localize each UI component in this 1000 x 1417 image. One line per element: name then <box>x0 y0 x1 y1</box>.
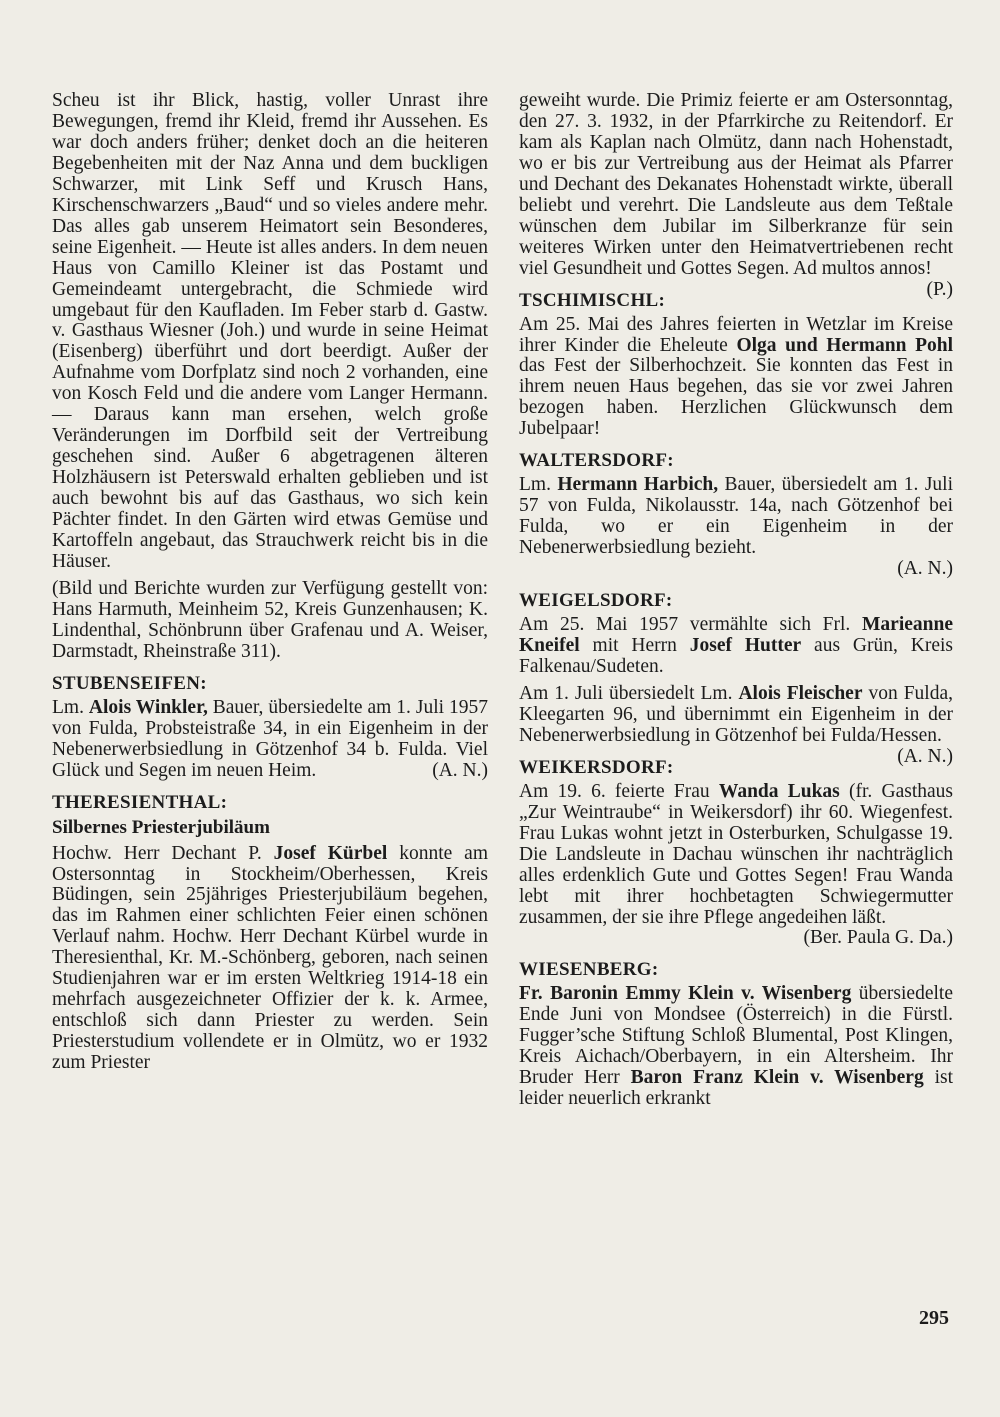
stubenseifen-paragraph: Lm. Alois Winkler, Bauer, übersiedelte am 1. Juli 1957 von Fulda, Probsteistraße 34, in ein Eigenheim in der Nebenerwerbsiedlung in Götzenhof 34 b. Fulda. Viel Glück und Segen im neuen Heim. (A. N.) <box>52 696 488 781</box>
section-heading-weikersdorf: WEIKERSDORF: <box>519 756 674 778</box>
tschimischl-paragraph: Am 25. Mai des Jahres feierten in Wetzlar im Kreise ihrer Kinder die Eheleute Olga und Hermann Pohl das Fest der Silberhochzeit. Sie konnten das Fest in ihrem neuen Haus begehen, das sie vor zwei Jahren bezogen haben. Herzlichen Glückwunsch dem Jubelpaar! <box>519 313 953 440</box>
person-name: Fr. Baronin Emmy Klein v. Wisenberg <box>519 983 852 1005</box>
person-name: Baron Franz Klein v. Wisenberg <box>630 1067 924 1089</box>
weigelsdorf-paragraph-1: Am 25. Mai 1957 vermählte sich Frl. Marieanne Kneifel mit Herrn Josef Hutter aus Grün, Kreis Falkenau/Sudeten. <box>519 614 953 677</box>
section-heading-weigelsdorf: WEIGELSDORF: <box>519 590 673 612</box>
signature: (A. N.) <box>897 558 953 580</box>
theresienthal-paragraph: Hochw. Herr Dechant P. Josef Kürbel konnte am Ostersonntag in Stockheim/Oberhessen, Kreis Büdingen, sein 25jähriges Priesterjubiläum begehen, das im Rahmen einer schlichten Feier einen schönen Verlauf nahm. Hochw. Herr Dechant Kürbel wurde in Theresienthal, Kr. M.-Schönberg, geboren, nach seinen Studienjahren war er im ersten Weltkrieg 1914-18 ein mehrfach ausgezeichneter Offizier der k. k. Armee, entschloß sich dann Priester zu werden. Sein Priesterstudium vollendete er in Olmütz, wo er 1932 zum Priester <box>52 842 488 1074</box>
continuation-paragraph: geweiht wurde. Die Primiz feierte er am Ostersonntag, den 27. 3. 1932, in der Pfarrkirche zu Reitendorf. Er kam als Kaplan nach Olmütz, dann nach Hohenstadt, wo er bis zur Vertreibung aus der Heimat als Pfarrer und Dechant des Dekanates Hohenstadt wirkte, überall beliebt und verehrt. Die Landsleute aus dem Teßtale wünschen dem Jubilar im Silberkranze für sein weiteres Wirken unter den Heimatvertriebenen recht viel Gesundheit und Gottes Segen. Ad multos annos! (P.) <box>519 90 953 300</box>
article-paragraph: Scheu ist ihr Blick, hastig, voller Unrast ihre Bewegungen, fremd ihr Kleid, fremd ihr Aussehen. Es war doch anders früher; denket doch an die heiteren Begebenheiten mit der Naz Anna und dem buckligen Schwarzer, mit Link Seff und Krusch Hans, Kirschenschwarzers „Baud“ und so vieles andere mehr. Das alles gab unserem Heimatort sein Besonderes, seine Eigenheit. — Heute ist alles anders. In dem neuen Haus von Camillo Kleiner ist das Postamt und Gemeindeamt untergebracht, die Schmiede wird umgebaut für den Kaufladen. Im Feber starb d. Gastw. v. Gasthaus Wiesner (Joh.) und wurde in seine Heimat (Eisenberg) überführt und dort beerdigt. Außer der Aufnahme vom Dorfplatz sind noch 2 vorhanden, eine von Kosch Feld und die andere vom Langer Hermann. — Daraus kann man ersehen, welch große Veränderungen im Dorfbild seit der Vertreibung geschehen sind. Außer 6 abgetragenen älteren Holzhäusern ist Peterswald erhalten geblieben und ist auch bewohnt bis auf das Gasthaus, wo sich kein Pächter findet. In den Gärten wird etwas Gemüse und Kartoffeln angebaut, das Strauchwerk reicht bis in die Häuser. <box>52 90 488 572</box>
signature: (A. N.) <box>432 759 488 781</box>
person-name: Olga und Hermann Pohl <box>736 334 953 356</box>
weigelsdorf-paragraph-2: Am 1. Juli übersiedelt Lm. Alois Fleischer von Fulda, Kleegarten 96, und übernimmt ein Eigenheim in der Nebenerwerbsiedlung in Götzenhof bei Fulda/Hessen. (A. N.) <box>519 682 953 767</box>
person-name: Alois Winkler, <box>88 696 208 718</box>
signature: (Ber. Paula G. Da.) <box>803 927 953 949</box>
person-name: Alois Fleischer <box>738 682 863 704</box>
section-heading-tschimischl: TSCHIMISCHL: <box>519 289 666 311</box>
left-column <box>52 91 488 1074</box>
credits-paragraph: (Bild und Berichte wurden zur Verfügung gestellt von: Hans Harmuth, Meinheim 52, Kreis Gunzenhausen; K. Lindenthal, Schönbrunn über Grafenau und A. Weiser, Darmstadt, Rheinstraße 311). <box>52 577 488 662</box>
subheading-priesterjubilaeum: Silbernes Priesterjubiläum <box>52 816 270 838</box>
page-number: 295 <box>919 1307 949 1329</box>
wiesenberg-paragraph: Fr. Baronin Emmy Klein v. Wisenberg übersiedelte Ende Juni von Mondsee (Österreich) in die Fürstl. Fugger’sche Stiftung Schloß Blumental, Post Klingen, Kreis Aichach/Oberbayern, in ein Altersheim. Ihr Bruder Herr Baron Franz Klein v. Wisenberg ist leider neuerlich erkrankt <box>519 983 953 1110</box>
person-name: Josef Kürbel <box>273 842 388 864</box>
section-heading-theresienthal: THERESIENTHAL: <box>52 791 228 813</box>
weikersdorf-paragraph: Am 19. 6. feierte Frau Wanda Lukas (fr. Gasthaus „Zur Weintraube“ in Weikersdorf) ihr 60. Wiegenfest. Frau Lukas wohnt jetzt in Osterburken, Schulgasse 19. Die Landsleute in Dachau wünschen ihr nachträglich alles erdenklich Gute und Gottes Segen! Frau Wanda lebt mit ihrer hochbetagten Schwiegermutter zusammen, der sie ihre Pflege angedeihen läßt. <box>519 780 953 928</box>
signature: (P.) <box>926 278 953 300</box>
right-column <box>519 91 953 1110</box>
section-heading-wiesenberg: WIESENBERG: <box>519 959 659 981</box>
person-name: Wanda Lukas <box>718 780 840 802</box>
section-heading-stubenseifen: STUBENSEIFEN: <box>52 672 207 694</box>
person-name: Josef Hutter <box>689 635 802 657</box>
waltersdorf-paragraph: Lm. Hermann Harbich, Bauer, übersiedelt am 1. Juli 57 von Fulda, Nikolausstr. 14a, nach Götzenhof bei Fulda, wo er ein Eigenheim in der Nebenerwerbsiedlung bezieht. <box>519 474 953 559</box>
person-name: Marieanne Kneifel <box>519 614 953 657</box>
section-heading-waltersdorf: WALTERSDORF: <box>519 450 674 472</box>
signature: (A. N.) <box>897 745 953 767</box>
person-name: Hermann Harbich, <box>557 474 719 496</box>
